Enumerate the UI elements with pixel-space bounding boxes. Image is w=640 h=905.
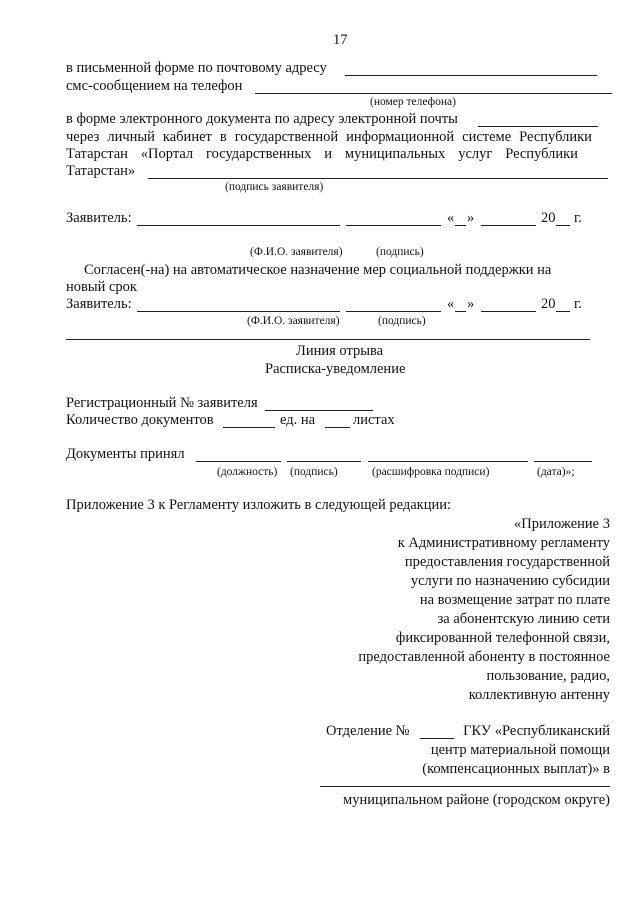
day-close-quote: »	[467, 210, 475, 226]
day-close-quote-2: »	[467, 296, 475, 312]
year-prefix: 20	[541, 210, 556, 226]
department-line-4: муниципальном районе (городском округе)	[343, 792, 610, 808]
sheets-label: листах	[353, 412, 395, 428]
applicant-label: Заявитель:	[66, 210, 132, 226]
day-open-quote: «	[447, 210, 455, 226]
sheets-count-line[interactable]	[325, 427, 350, 428]
portal-option-line1: через личный кабинет в государственной информационной системе Республики	[66, 129, 592, 145]
department-line-3: (компенсационных выплат)» в	[422, 761, 610, 777]
date-line[interactable]	[534, 461, 592, 462]
position-line[interactable]	[196, 461, 281, 462]
month-line-2[interactable]	[481, 311, 536, 312]
portal-option-line2: Татарстан «Портал государственных и муниципальных услуг Республики	[66, 146, 578, 162]
applicant-signature-line[interactable]	[148, 178, 608, 179]
appendix-header-line-9: пользование, радио,	[486, 668, 610, 684]
applicant-sign-line[interactable]	[346, 225, 441, 226]
tear-line-rule	[66, 339, 590, 340]
applicant-signature-caption: (подпись заявителя)	[225, 181, 324, 193]
day-line-2[interactable]	[455, 311, 466, 312]
reg-number-line[interactable]	[265, 410, 373, 411]
docs-count-label: Количество документов	[66, 412, 214, 428]
year-prefix-2: 20	[541, 296, 556, 312]
receipt-title: Расписка-уведомление	[265, 361, 406, 377]
email-option: в форме электронного документа по адресу электронной почты	[66, 111, 458, 127]
appendix-header-line-6: за абонентскую линию сети	[437, 611, 610, 627]
year-line-2[interactable]	[556, 311, 570, 312]
tear-line-label: Линия отрыва	[296, 343, 384, 359]
applicant-sign-line-2[interactable]	[346, 311, 441, 312]
appendix-header-line-4: услуги по назначению субсидии	[410, 573, 610, 589]
name-caption-2: (Ф.И.О. заявителя)	[247, 315, 340, 327]
appendix-header-line-5: на возмещение затрат по плате	[419, 592, 610, 608]
department-number-line[interactable]	[420, 738, 454, 739]
year-suffix-2: г.	[574, 296, 582, 312]
sign-caption: (подпись)	[376, 246, 424, 258]
department-line-2: центр материальной помощи	[430, 742, 610, 758]
docs-count-line[interactable]	[223, 427, 275, 428]
decode-line[interactable]	[368, 461, 528, 462]
phone-number-caption: (номер телефона)	[370, 96, 456, 108]
sms-option: смс-сообщением на телефон	[66, 78, 243, 94]
appendix-header-line-8: предоставленной абоненту в постоянное	[358, 649, 610, 665]
appendix-header-line-2: к Административному регламенту	[397, 535, 610, 551]
appendix-header-line-7: фиксированной телефонной связи,	[395, 630, 610, 646]
reg-number-label: Регистрационный № заявителя	[66, 395, 258, 411]
page-number: 17	[333, 32, 348, 48]
department-suffix: ГКУ «Республиканский	[463, 723, 610, 739]
decode-caption: (расшифровка подписи)	[372, 466, 490, 478]
phone-number-line[interactable]	[255, 93, 612, 94]
units-label: ед. на	[280, 412, 316, 428]
appendix-header-line-1: «Приложение 3	[514, 516, 610, 532]
consent-line1: Согласен(-на) на автоматическое назначение мер социальной поддержки на	[84, 262, 552, 278]
appendix-intro: Приложение 3 к Регламенту изложить в следующей редакции:	[66, 497, 452, 513]
signature-caption: (подпись)	[290, 466, 338, 478]
applicant-name-line[interactable]	[137, 225, 340, 226]
consent-line2: новый срок	[66, 279, 137, 295]
year-line[interactable]	[556, 225, 570, 226]
day-line[interactable]	[455, 225, 466, 226]
municipality-line[interactable]	[320, 786, 610, 787]
applicant-label-2: Заявитель:	[66, 296, 132, 312]
year-suffix: г.	[574, 210, 582, 226]
accepted-label: Документы принял	[66, 446, 185, 462]
sign-caption-2: (подпись)	[378, 315, 426, 327]
date-caption: (дата)»;	[537, 466, 575, 478]
email-address-line[interactable]	[478, 126, 598, 127]
applicant-name-line-2[interactable]	[137, 311, 340, 312]
appendix-header-line-3: предоставления государственной	[404, 554, 610, 570]
portal-option-line3: Татарстан»	[66, 163, 136, 179]
position-caption: (должность)	[217, 466, 278, 478]
day-open-quote-2: «	[447, 296, 455, 312]
postal-address-line[interactable]	[345, 75, 597, 76]
name-caption: (Ф.И.О. заявителя)	[250, 246, 343, 258]
postal-option: в письменной форме по почтовому адресу	[66, 60, 327, 76]
signature-line[interactable]	[287, 461, 361, 462]
department-prefix: Отделение №	[326, 723, 410, 739]
appendix-header-line-10: коллективную антенну	[468, 687, 610, 703]
month-line[interactable]	[481, 225, 536, 226]
